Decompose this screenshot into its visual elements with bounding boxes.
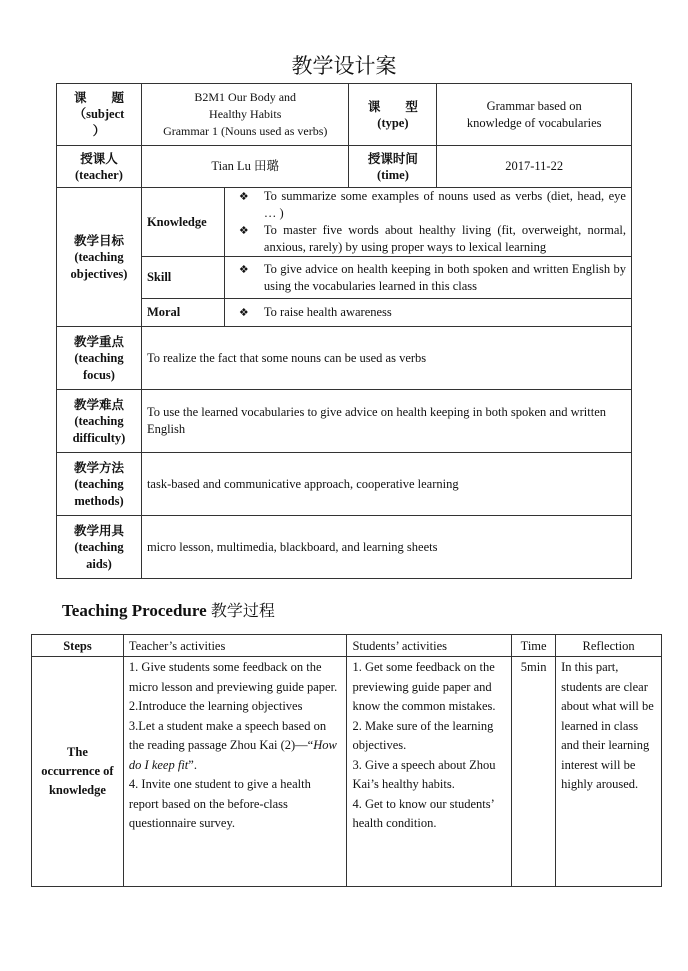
procedure-heading — [62, 598, 275, 621]
bullet-icon: ❖ — [238, 224, 249, 237]
difficulty-label-en-2: difficulty) — [72, 430, 126, 445]
aids-label-zh: 教学用具 — [73, 522, 124, 538]
subject-line-1: B2M1 Our Body and — [194, 90, 297, 104]
student-activity: 1. Get some feedback on the previewing guide paper and know the common mistakes. — [352, 660, 496, 713]
methods-label — [57, 453, 142, 516]
type-value — [437, 84, 632, 146]
focus-label-en-2: focus) — [82, 367, 115, 382]
moral-label: Moral — [141, 299, 224, 327]
time-label-zh: 授课时间 — [367, 150, 418, 166]
knowledge-item-text: To summarize some examples of nouns used as verbs (diet, head, eye … ) — [263, 189, 626, 220]
time-label-en: (time) — [376, 167, 409, 182]
subject-value — [141, 84, 349, 146]
column-header-students: Students’ activities — [347, 635, 512, 657]
moral-items — [224, 299, 631, 327]
methods-row — [57, 453, 632, 516]
skill-items — [224, 257, 631, 299]
student-activity: 2. Make sure of the learning objectives. — [352, 718, 494, 752]
student-activities — [347, 657, 512, 887]
methods-label-en-2: methods) — [74, 493, 124, 508]
subject-label-en: （subject — [73, 107, 125, 121]
teacher-activity: 4. Invite one student to give a health report based on the before-class questionnaire survey. — [128, 777, 311, 830]
table-row — [32, 657, 662, 887]
procedure-header-row — [32, 635, 662, 657]
subject-row — [57, 84, 632, 146]
aids-row — [57, 516, 632, 579]
moral-row — [57, 299, 632, 327]
focus-label-zh: 教学重点 — [73, 333, 124, 349]
moral-item — [230, 304, 626, 321]
moral-item-text: To raise health awareness — [263, 305, 392, 319]
teacher-value: Tian Lu 田璐 — [141, 146, 349, 188]
teacher-activity-text: 3.Let a student make a speech based on the reading passage Zhou Kai (2)—“ — [128, 718, 327, 752]
knowledge-items — [224, 188, 631, 257]
passage-title: How do I keep fit — [128, 738, 337, 772]
focus-value: To realize the fact that some nouns can be used as verbs — [141, 327, 631, 390]
reflection: In this part, students are clear about what will be learned in class and their learning interest will be highly aroused. — [556, 657, 662, 887]
objectives-label — [57, 188, 142, 327]
time-value: 2017-11-22 — [437, 146, 632, 188]
type-label-zh: 课 型 — [367, 98, 418, 114]
methods-label-zh: 教学方法 — [73, 459, 124, 475]
column-header-teacher: Teacher’s activities — [123, 635, 347, 657]
focus-label-en-1: (teaching — [74, 350, 124, 365]
knowledge-item — [230, 188, 626, 222]
teacher-activity-text-end: ”. — [188, 757, 197, 772]
teacher-activity — [129, 717, 342, 776]
difficulty-label-zh: 教学难点 — [73, 396, 124, 412]
focus-row — [57, 327, 632, 390]
skill-item-text: To give advice on health keeping in both spoken and written English by using the vocabularies learned in this class — [263, 261, 626, 293]
aids-label-en-2: aids) — [86, 556, 112, 571]
subject-label — [57, 84, 142, 146]
procedure-heading-zh: 教学过程 — [210, 601, 275, 620]
procedure-heading-en: Teaching Procedure — [62, 601, 207, 620]
aids-label — [57, 516, 142, 579]
step-time: 5min — [512, 657, 556, 887]
teacher-activity: 1. Give students some feedback on the micro lesson and previewing guide paper. — [128, 660, 338, 694]
methods-value: task-based and communicative approach, cooperative learning — [141, 453, 631, 516]
knowledge-item — [230, 222, 626, 256]
subject-line-3: Grammar 1 (Nouns used as verbs) — [163, 124, 328, 138]
teacher-activities — [123, 657, 347, 887]
aids-value: micro lesson, multimedia, blackboard, and learning sheets — [141, 516, 631, 579]
type-line-2: knowledge of vocabularies — [466, 115, 602, 130]
subject-label-zh: 课 题 — [73, 90, 124, 105]
time-label — [349, 146, 437, 188]
procedure-table — [31, 634, 662, 887]
objectives-label-zh: 教学目标 — [73, 232, 124, 248]
bullet-icon: ❖ — [238, 306, 249, 319]
teacher-activity: 2.Introduce the learning objectives — [128, 699, 303, 713]
skill-item — [230, 261, 626, 295]
focus-label — [57, 327, 142, 390]
column-header-reflection: Reflection — [556, 635, 662, 657]
knowledge-row — [57, 188, 632, 257]
knowledge-item-text: To master five words about healthy living (fit, overweight, normal, anxious, rarely) by using proper ways to lexical learning — [263, 223, 626, 254]
type-label-en: (type) — [377, 115, 409, 130]
type-label — [349, 84, 437, 146]
difficulty-label-en-1: (teaching — [74, 413, 124, 428]
bullet-icon: ❖ — [238, 190, 249, 203]
teacher-label — [57, 146, 142, 188]
subject-label-en-end: ） — [92, 124, 106, 138]
skill-row — [57, 257, 632, 299]
page-title: 教学设计案 — [291, 54, 397, 78]
step-name: The occurrence of knowledge — [32, 657, 124, 887]
objectives-label-en-2: objectives) — [70, 266, 128, 281]
objectives-label-en-1: (teaching — [74, 249, 124, 264]
knowledge-label: Knowledge — [141, 188, 224, 257]
aids-label-en-1: (teaching — [74, 539, 124, 554]
student-activity: 3. Give a speech about Zhou Kai’s healthy habits. — [352, 757, 496, 791]
teacher-label-zh: 授课人 — [80, 150, 118, 166]
skill-label: Skill — [141, 257, 224, 299]
column-header-time: Time — [512, 635, 556, 657]
type-line-1: Grammar based on — [486, 98, 582, 113]
lesson-info-table — [56, 83, 632, 579]
student-activity: 4. Get to know our students’ health condition. — [352, 796, 494, 830]
bullet-icon: ❖ — [238, 262, 249, 276]
teacher-row — [57, 146, 632, 188]
column-header-steps: Steps — [32, 635, 124, 657]
teacher-label-en: (teacher) — [75, 167, 123, 182]
subject-line-2: Healthy Habits — [209, 107, 282, 121]
difficulty-label — [57, 390, 142, 453]
methods-label-en-1: (teaching — [74, 476, 124, 491]
difficulty-value: To use the learned vocabularies to give advice on health keeping in both spoken and written English — [141, 390, 631, 453]
difficulty-row — [57, 390, 632, 453]
